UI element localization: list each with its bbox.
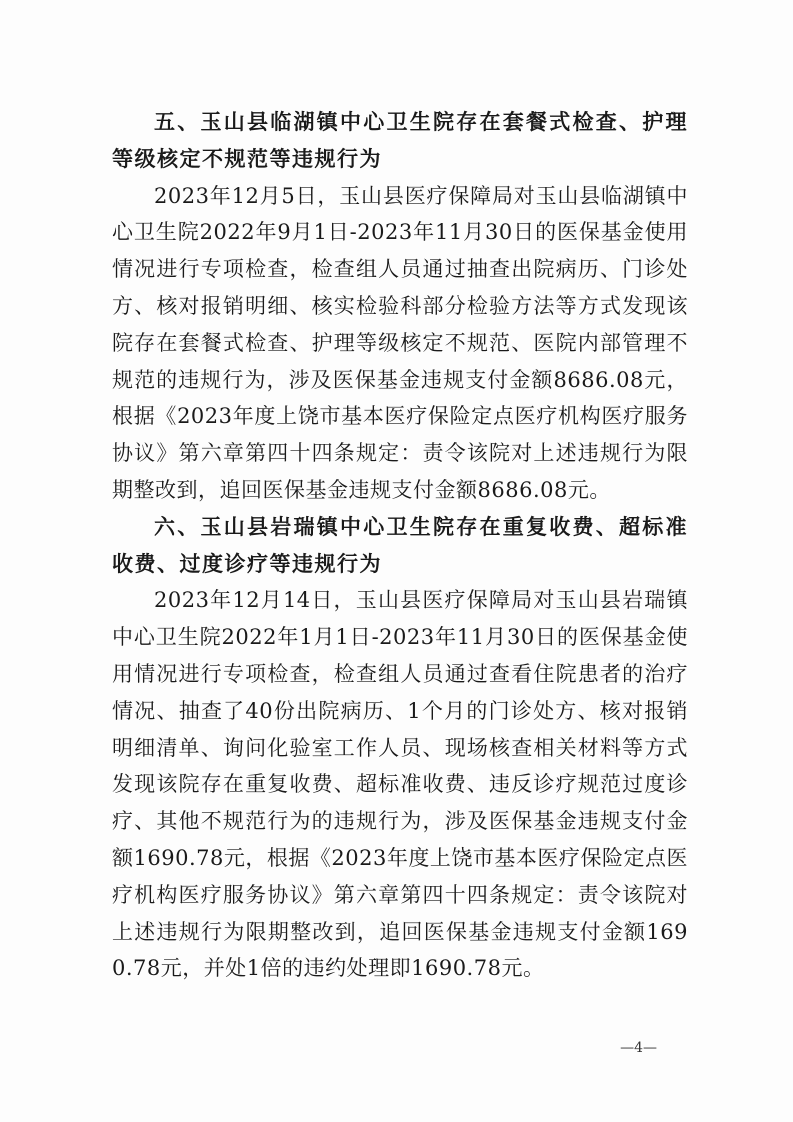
document-body [112,104,688,987]
section-six-heading: 六、玉山县岩瑞镇中心卫生院存在重复收费、超标准收费、过度诊疗等违规行为 [112,514,688,576]
section-six-body: 2023年12月14日，玉山县医疗保障局对玉山县岩瑞镇中心卫生院2022年1月1日-2023年11月30日的医保基金使用情况进行专项检查，检查组人员通过查看住院患者的治疗情况、抽查了40份出院病历、1个月的门诊处方、核对报销明细清单、询问化验室工作人员、现场核查相关材料等方式发现该院存在重复收费、超标准收费、违反诊疗规范过度诊疗、其他不规范行为的违规行为，涉及医保基金违规支付金额1690.78元，根据《2023年度上饶市基本医疗保险定点医疗机构医疗服务协议》第六章第四十四条规定：责令该院对上述违规行为限期整改到，追回医保基金违规支付金额1690.78元，并处1倍的违约处理即1690.78元。 [112,588,688,981]
page-number: —4— [620,1040,657,1056]
section-five-heading: 五、玉山县临湖镇中心卫生院存在套餐式检查、护理等级核定不规范等违规行为 [112,110,688,171]
section-five-body: 2023年12月5日，玉山县医疗保障局对玉山县临湖镇中心卫生院2022年9月1日-2023年11月30日的医保基金使用情况进行专项检查，检查组人员通过抽查出院病历、门诊处方、核对报销明细、核实检验科部分检验方法等方式发现该院存在套餐式检查、护理等级核定不规范、医院内部管理不规范的违规行为，涉及医保基金违规支付金额8686.08元，根据《2023年度上饶市基本医疗保险定点医疗机构医疗服务协议》第六章第四十四条规定：责令该院对上述违规行为限期整改到，追回医保基金违规支付金额8686.08元。 [112,183,688,502]
